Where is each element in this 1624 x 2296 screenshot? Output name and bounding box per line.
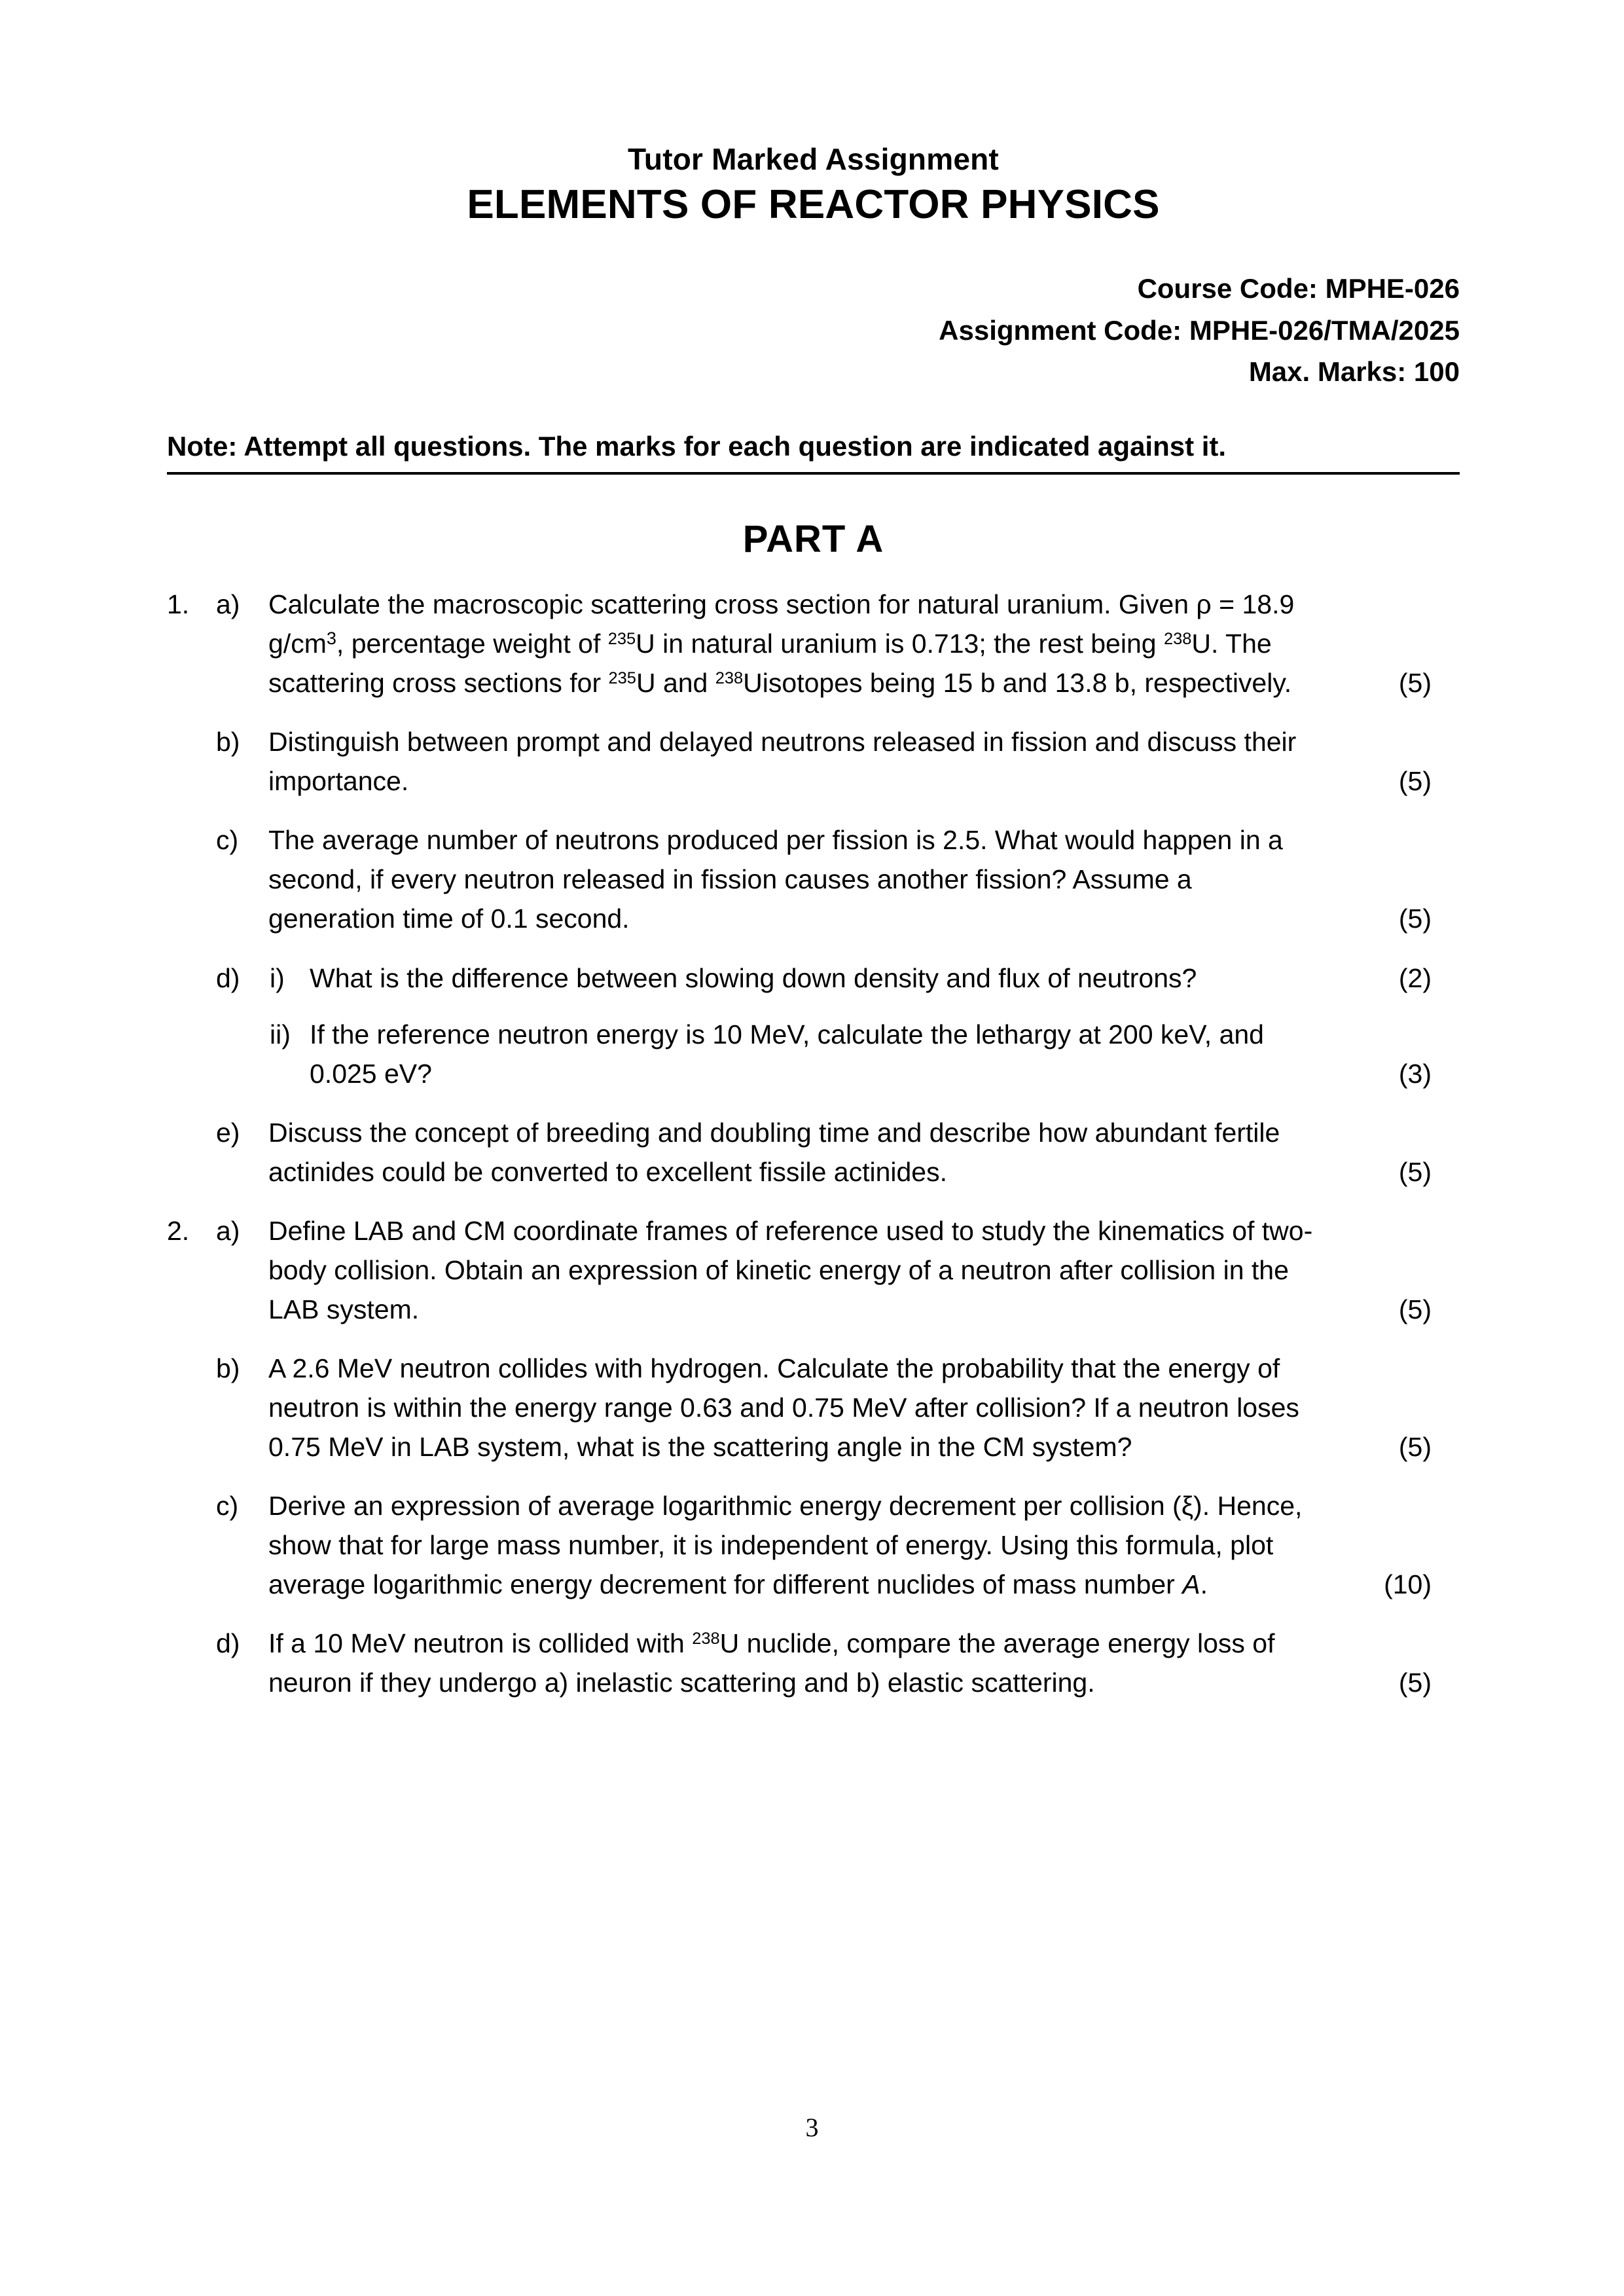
note-text: Note: Attempt all questions. The marks for each question are indicated against it. [167,431,1227,462]
mass-number-variable: A [1182,1569,1200,1600]
max-marks: Max. Marks: 100 [1248,356,1460,388]
questions-list [167,585,1463,1722]
question-body [268,585,1322,702]
question-alpha-label: b) [216,727,240,757]
question-roman-label: ii) [270,1019,291,1049]
question-marks: (10) [1384,1569,1432,1600]
q2c-sentence-3: . [1200,1569,1208,1600]
isotope-mass-238: 238 [1163,629,1192,648]
question-number: 1. [167,589,190,619]
isotope-mass-238: 238 [715,668,744,687]
question-body: What is the difference between slowing down density and flux of neutrons? [310,962,1197,993]
question-body: The average number of neutrons produced per fission is 2.5. What would happen in a second, if every neutron released in fission causes another fission? Assume a generation time of 0.1 second. [268,825,1283,934]
isotope-mass-238: 238 [692,1630,720,1649]
question-marks: (5) [1398,766,1432,797]
question-marks: (5) [1398,668,1432,699]
page-number: 3 [805,2113,819,2142]
element-u: U [636,629,655,659]
q1a-sentence-3: in natural uranium is 0.713; the rest [662,629,1083,659]
document-meta [167,268,1460,393]
question-item [167,1349,1463,1467]
question-roman-label: i) [270,962,285,993]
q2d-sentence-2: nuclide, compare the average energy loss of neuron if they undergo a) inelastic scattering and b) elastic scattering. [268,1628,1275,1698]
question-item [167,1211,1463,1329]
document-header [167,141,1460,393]
question-alpha-label: c) [216,825,239,856]
element-u: U [1191,629,1211,659]
q1a-sentence-1: Calculate the macroscopic scattering cross section for natural uranium. Given [268,589,1189,619]
question-item [167,958,1463,998]
question-marks: (5) [1398,1667,1432,1698]
question-item [167,722,1463,801]
question-alpha-label: d) [216,1628,240,1659]
q1a-sentence-4: . The scattering cross sections for [268,629,1272,699]
part-heading: PART A [742,518,884,560]
xi-symbol: ξ [1181,1491,1194,1522]
question-item [167,1113,1463,1192]
question-body: Define LAB and CM coordinate frames of reference used to study the kinematics of two- body collision. Obtain an expression of kinetic energy of a neutron after collision in the LAB system. [268,1215,1313,1324]
element-u: U [743,668,763,699]
question-body: Discuss the concept of breeding and doubling time and describe how abundant fertile actinides could be converted to excellent fissile actinides. [268,1117,1280,1187]
q2c-sentence-2: ). Hence, show that for large mass number, it is independent of energy. Using this formula, plot average logarithmic energy decrement for different nuclides of mass number [268,1491,1303,1600]
question-marks: (5) [1398,1432,1432,1463]
assignment-code: Assignment Code: MPHE-026/TMA/2025 [939,314,1460,346]
question-number: 2. [167,1215,190,1246]
q1a-sentence-5: isotopes being 15 b [762,668,996,699]
q1a-being: being [1091,629,1157,659]
document-kicker: Tutor Marked Assignment [628,142,999,176]
document-title: ELEMENTS OF REACTOR PHYSICS [467,182,1160,228]
question-item [167,820,1463,938]
question-marks: (5) [1398,903,1432,934]
question-alpha-label: e) [216,1117,240,1148]
note-section [167,429,1460,475]
isotope-mass-235: 235 [608,668,636,687]
question-item [167,1624,1463,1702]
note-divider [167,472,1460,475]
question-alpha-label: a) [216,589,240,619]
course-code: Course Code: MPHE-026 [1137,272,1460,304]
q1a-and: and [662,668,708,699]
question-body [268,1486,1322,1604]
element-u: U [719,1628,740,1659]
question-body [268,1624,1322,1702]
q1a-exponent-3: 3 [326,629,336,649]
question-alpha-label: b) [216,1353,240,1383]
element-u: U [636,668,656,699]
question-marks: (3) [1398,1058,1432,1089]
question-alpha-label: c) [216,1491,239,1522]
question-body: A 2.6 MeV neutron collides with hydrogen. Calculate the probability that the energy of neutron is within the energy range 0.63 and 0.75 MeV after collision? If a neutron loses 0.75 MeV in LAB system, what is the scattering angle in the CM system? [268,1353,1299,1463]
question-item [167,585,1463,702]
q1a-density: ρ = 18.9 g/cm [268,589,1295,659]
isotope-mass-235: 235 [607,629,636,648]
question-marks: (5) [1398,1294,1432,1324]
question-marks: (5) [1398,1156,1432,1187]
question-body: Distinguish between prompt and delayed neutrons released in fission and discuss their importance. [268,727,1297,797]
question-marks: (2) [1398,962,1432,993]
q2d-sentence-1: If a 10 MeV neutron is collided with [268,1628,685,1659]
q1a-sentence-6: and 13.8 b, respectively. [1002,668,1292,699]
q1a-sentence-2: , percentage weight of [336,629,601,659]
q2c-sentence-1: Derive an expression of average logarithmic energy decrement per collision ( [268,1491,1182,1522]
question-item [167,1015,1463,1093]
question-body: If the reference neutron energy is 10 MeV, calculate the lethargy at 200 keV, and 0.025 eV? [310,1019,1264,1089]
question-alpha-label: d) [216,962,240,993]
question-alpha-label: a) [216,1215,240,1246]
question-item [167,1486,1463,1604]
